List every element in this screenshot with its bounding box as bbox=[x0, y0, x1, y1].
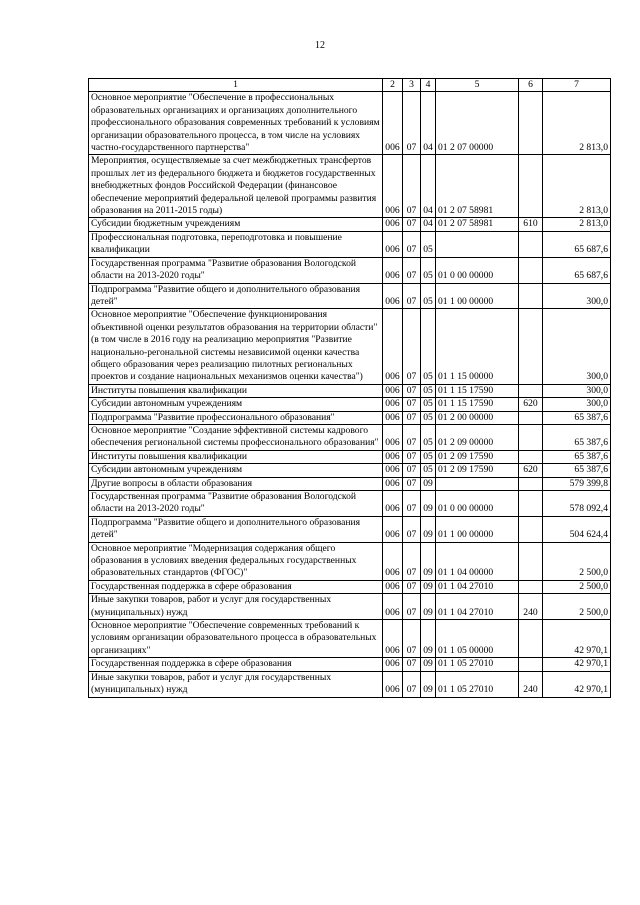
section-code: 07 bbox=[403, 309, 421, 384]
amount: 42 970,1 bbox=[543, 620, 611, 658]
amount: 2 500,0 bbox=[543, 580, 611, 593]
row-name: Субсидии автономным учреждениям bbox=[89, 464, 383, 477]
expense-type bbox=[519, 231, 543, 257]
ministry-code: 006 bbox=[383, 450, 403, 463]
expense-type bbox=[519, 424, 543, 450]
subsection-code: 09 bbox=[421, 620, 436, 658]
section-code: 07 bbox=[403, 491, 421, 517]
ministry-code: 006 bbox=[383, 491, 403, 517]
page-number: 12 bbox=[315, 40, 325, 51]
row-name: Подпрограмма "Развитие общего и дополнительного образования детей" bbox=[89, 516, 383, 542]
section-code: 07 bbox=[403, 155, 421, 218]
target-article: 01 1 15 17590 bbox=[436, 398, 519, 411]
row-name: Иные закупки товаров, работ и услуг для государственных (муниципальных) нужд bbox=[89, 671, 383, 697]
subsection-code: 09 bbox=[421, 542, 436, 580]
expense-type bbox=[519, 580, 543, 593]
row-name: Другие вопросы в области образования bbox=[89, 477, 383, 490]
table-row bbox=[89, 620, 611, 658]
ministry-code: 006 bbox=[383, 477, 403, 490]
amount: 65 387,6 bbox=[543, 450, 611, 463]
row-name: Подпрограмма "Развитие профессионального образования" bbox=[89, 411, 383, 424]
target-article: 01 1 05 27010 bbox=[436, 671, 519, 697]
row-name: Подпрограмма "Развитие общего и дополнительного образования детей" bbox=[89, 283, 383, 309]
target-article bbox=[436, 231, 519, 257]
section-code: 07 bbox=[403, 92, 421, 155]
expense-type: 620 bbox=[519, 464, 543, 477]
subsection-code: 05 bbox=[421, 231, 436, 257]
table-row bbox=[89, 398, 611, 411]
amount: 504 624,4 bbox=[543, 516, 611, 542]
amount: 579 399,8 bbox=[543, 477, 611, 490]
section-code: 07 bbox=[403, 516, 421, 542]
table-row bbox=[89, 542, 611, 580]
expense-type bbox=[519, 450, 543, 463]
expense-type bbox=[519, 384, 543, 397]
subsection-code: 04 bbox=[421, 92, 436, 155]
subsection-code: 09 bbox=[421, 671, 436, 697]
target-article: 01 0 00 00000 bbox=[436, 491, 519, 517]
expense-type: 610 bbox=[519, 218, 543, 231]
section-code: 07 bbox=[403, 283, 421, 309]
row-name: Институты повышения квалификации bbox=[89, 384, 383, 397]
subsection-code: 09 bbox=[421, 477, 436, 490]
header-row bbox=[89, 79, 611, 92]
expense-type bbox=[519, 92, 543, 155]
table-row bbox=[89, 580, 611, 593]
column-header: 4 bbox=[421, 79, 436, 92]
target-article: 01 1 05 00000 bbox=[436, 620, 519, 658]
ministry-code: 006 bbox=[383, 671, 403, 697]
table-row bbox=[89, 411, 611, 424]
subsection-code: 05 bbox=[421, 450, 436, 463]
table-row bbox=[89, 464, 611, 477]
ministry-code: 006 bbox=[383, 594, 403, 620]
amount: 65 387,6 bbox=[543, 411, 611, 424]
ministry-code: 006 bbox=[383, 218, 403, 231]
row-name: Мероприятия, осуществляемые за счет межбюджетных трансфертов прошлых лет из федерального бюджета и бюджетов государственных внебюджетных фондов Российской Федерации (финансовое обеспечение мероприятий федеральной целевой программы развития образования на 2011-2015 годы) bbox=[89, 155, 383, 218]
column-header: 3 bbox=[403, 79, 421, 92]
section-code: 07 bbox=[403, 477, 421, 490]
row-name: Основное мероприятие "Обеспечение функционирования объективной оценки результатов образования на территории области" (в том числе в 2016 году на реализацию мероприятия "Развитие национально-регональной системы независимой оценки качества общего образования через реализацию пилотных региональных проектов и создание национальных механизмов оценки качества") bbox=[89, 309, 383, 384]
amount: 42 970,1 bbox=[543, 658, 611, 671]
target-article: 01 2 09 00000 bbox=[436, 424, 519, 450]
row-name: Государственная программа "Развитие образования Вологодской области на 2013-2020 годы" bbox=[89, 491, 383, 517]
ministry-code: 006 bbox=[383, 92, 403, 155]
row-name: Субсидии бюджетным учреждениям bbox=[89, 218, 383, 231]
amount: 300,0 bbox=[543, 309, 611, 384]
table-row bbox=[89, 424, 611, 450]
amount: 65 387,6 bbox=[543, 464, 611, 477]
section-code: 07 bbox=[403, 424, 421, 450]
ministry-code: 006 bbox=[383, 384, 403, 397]
subsection-code: 05 bbox=[421, 411, 436, 424]
subsection-code: 09 bbox=[421, 594, 436, 620]
row-name: Основное мероприятие "Модернизация содержания общего образования в условиях введения федеральных государственных образовательных стандартов (ФГОС)" bbox=[89, 542, 383, 580]
amount: 65 687,6 bbox=[543, 257, 611, 283]
expense-type bbox=[519, 283, 543, 309]
ministry-code: 006 bbox=[383, 155, 403, 218]
table-row bbox=[89, 309, 611, 384]
subsection-code: 04 bbox=[421, 218, 436, 231]
amount: 42 970,1 bbox=[543, 671, 611, 697]
ministry-code: 006 bbox=[383, 424, 403, 450]
section-code: 07 bbox=[403, 257, 421, 283]
column-header: 6 bbox=[519, 79, 543, 92]
expense-type bbox=[519, 411, 543, 424]
ministry-code: 006 bbox=[383, 580, 403, 593]
ministry-code: 006 bbox=[383, 309, 403, 384]
target-article: 01 2 09 17590 bbox=[436, 450, 519, 463]
table-row bbox=[89, 92, 611, 155]
section-code: 07 bbox=[403, 231, 421, 257]
row-name: Основное мероприятие "Обеспечение современных требований к условиям организации образовательного процесса в образовательных организациях" bbox=[89, 620, 383, 658]
ministry-code: 006 bbox=[383, 411, 403, 424]
amount: 2 500,0 bbox=[543, 594, 611, 620]
row-name: Основное мероприятие "Создание эффективной системы кадрового обеспечения региональной системы профессионального образования" bbox=[89, 424, 383, 450]
subsection-code: 09 bbox=[421, 516, 436, 542]
target-article bbox=[436, 477, 519, 490]
section-code: 07 bbox=[403, 542, 421, 580]
amount: 578 092,4 bbox=[543, 491, 611, 517]
ministry-code: 006 bbox=[383, 283, 403, 309]
expense-type bbox=[519, 491, 543, 517]
section-code: 07 bbox=[403, 218, 421, 231]
table-row bbox=[89, 477, 611, 490]
amount: 2 813,0 bbox=[543, 218, 611, 231]
subsection-code: 05 bbox=[421, 283, 436, 309]
ministry-code: 006 bbox=[383, 231, 403, 257]
table-row bbox=[89, 594, 611, 620]
subsection-code: 04 bbox=[421, 155, 436, 218]
expense-type bbox=[519, 658, 543, 671]
section-code: 07 bbox=[403, 398, 421, 411]
table-row bbox=[89, 155, 611, 218]
amount: 300,0 bbox=[543, 384, 611, 397]
ministry-code: 006 bbox=[383, 516, 403, 542]
expense-type bbox=[519, 516, 543, 542]
target-article: 01 1 15 17590 bbox=[436, 384, 519, 397]
column-header: 2 bbox=[383, 79, 403, 92]
amount: 2 813,0 bbox=[543, 155, 611, 218]
expense-type bbox=[519, 542, 543, 580]
table-row bbox=[89, 231, 611, 257]
amount: 2 500,0 bbox=[543, 542, 611, 580]
subsection-code: 09 bbox=[421, 658, 436, 671]
subsection-code: 05 bbox=[421, 257, 436, 283]
target-article: 01 2 07 00000 bbox=[436, 92, 519, 155]
expense-type bbox=[519, 257, 543, 283]
target-article: 01 1 00 00000 bbox=[436, 516, 519, 542]
ministry-code: 006 bbox=[383, 464, 403, 477]
section-code: 07 bbox=[403, 450, 421, 463]
table-row bbox=[89, 491, 611, 517]
subsection-code: 05 bbox=[421, 464, 436, 477]
subsection-code: 05 bbox=[421, 309, 436, 384]
section-code: 07 bbox=[403, 464, 421, 477]
budget-table bbox=[88, 78, 611, 698]
expense-type bbox=[519, 620, 543, 658]
column-header: 5 bbox=[436, 79, 519, 92]
amount: 2 813,0 bbox=[543, 92, 611, 155]
section-code: 07 bbox=[403, 594, 421, 620]
target-article: 01 2 07 58981 bbox=[436, 218, 519, 231]
row-name: Субсидии автономным учреждениям bbox=[89, 398, 383, 411]
subsection-code: 09 bbox=[421, 491, 436, 517]
row-name: Государственная поддержка в сфере образования bbox=[89, 658, 383, 671]
ministry-code: 006 bbox=[383, 398, 403, 411]
row-name: Государственная программа "Развитие образования Вологодской области на 2013-2020 годы" bbox=[89, 257, 383, 283]
subsection-code: 05 bbox=[421, 424, 436, 450]
row-name: Профессиональная подготовка, переподготовка и повышение квалификации bbox=[89, 231, 383, 257]
target-article: 01 0 00 00000 bbox=[436, 257, 519, 283]
target-article: 01 1 05 27010 bbox=[436, 658, 519, 671]
table-row bbox=[89, 658, 611, 671]
column-header: 1 bbox=[89, 79, 383, 92]
ministry-code: 006 bbox=[383, 257, 403, 283]
column-header: 7 bbox=[543, 79, 611, 92]
amount: 300,0 bbox=[543, 398, 611, 411]
ministry-code: 006 bbox=[383, 620, 403, 658]
expense-type bbox=[519, 155, 543, 218]
table-row bbox=[89, 283, 611, 309]
section-code: 07 bbox=[403, 384, 421, 397]
target-article: 01 2 09 17590 bbox=[436, 464, 519, 477]
expense-type: 240 bbox=[519, 594, 543, 620]
target-article: 01 1 04 27010 bbox=[436, 594, 519, 620]
amount: 65 387,6 bbox=[543, 424, 611, 450]
table-row bbox=[89, 218, 611, 231]
row-name: Иные закупки товаров, работ и услуг для государственных (муниципальных) нужд bbox=[89, 594, 383, 620]
target-article: 01 2 07 58981 bbox=[436, 155, 519, 218]
table-body bbox=[89, 92, 611, 697]
target-article: 01 1 00 00000 bbox=[436, 283, 519, 309]
row-name: Основное мероприятие "Обеспечение в профессиональных образовательных организациях и организациях дополнительного профессионального образования современных требований к условиям организации образовательного процесса, в том числе на условиях частно-государственного партнерства" bbox=[89, 92, 383, 155]
ministry-code: 006 bbox=[383, 542, 403, 580]
section-code: 07 bbox=[403, 411, 421, 424]
table-row bbox=[89, 516, 611, 542]
target-article: 01 2 00 00000 bbox=[436, 411, 519, 424]
expense-type bbox=[519, 477, 543, 490]
target-article: 01 1 04 27010 bbox=[436, 580, 519, 593]
row-name: Государственная поддержка в сфере образования bbox=[89, 580, 383, 593]
section-code: 07 bbox=[403, 620, 421, 658]
table-row bbox=[89, 671, 611, 697]
subsection-code: 05 bbox=[421, 384, 436, 397]
row-name: Институты повышения квалификации bbox=[89, 450, 383, 463]
expense-type bbox=[519, 309, 543, 384]
section-code: 07 bbox=[403, 671, 421, 697]
amount: 300,0 bbox=[543, 283, 611, 309]
target-article: 01 1 04 00000 bbox=[436, 542, 519, 580]
amount: 65 687,6 bbox=[543, 231, 611, 257]
ministry-code: 006 bbox=[383, 658, 403, 671]
section-code: 07 bbox=[403, 658, 421, 671]
section-code: 07 bbox=[403, 580, 421, 593]
subsection-code: 05 bbox=[421, 398, 436, 411]
table-row bbox=[89, 450, 611, 463]
subsection-code: 09 bbox=[421, 580, 436, 593]
expense-type: 240 bbox=[519, 671, 543, 697]
table-row bbox=[89, 257, 611, 283]
table-row bbox=[89, 384, 611, 397]
target-article: 01 1 15 00000 bbox=[436, 309, 519, 384]
expense-type: 620 bbox=[519, 398, 543, 411]
